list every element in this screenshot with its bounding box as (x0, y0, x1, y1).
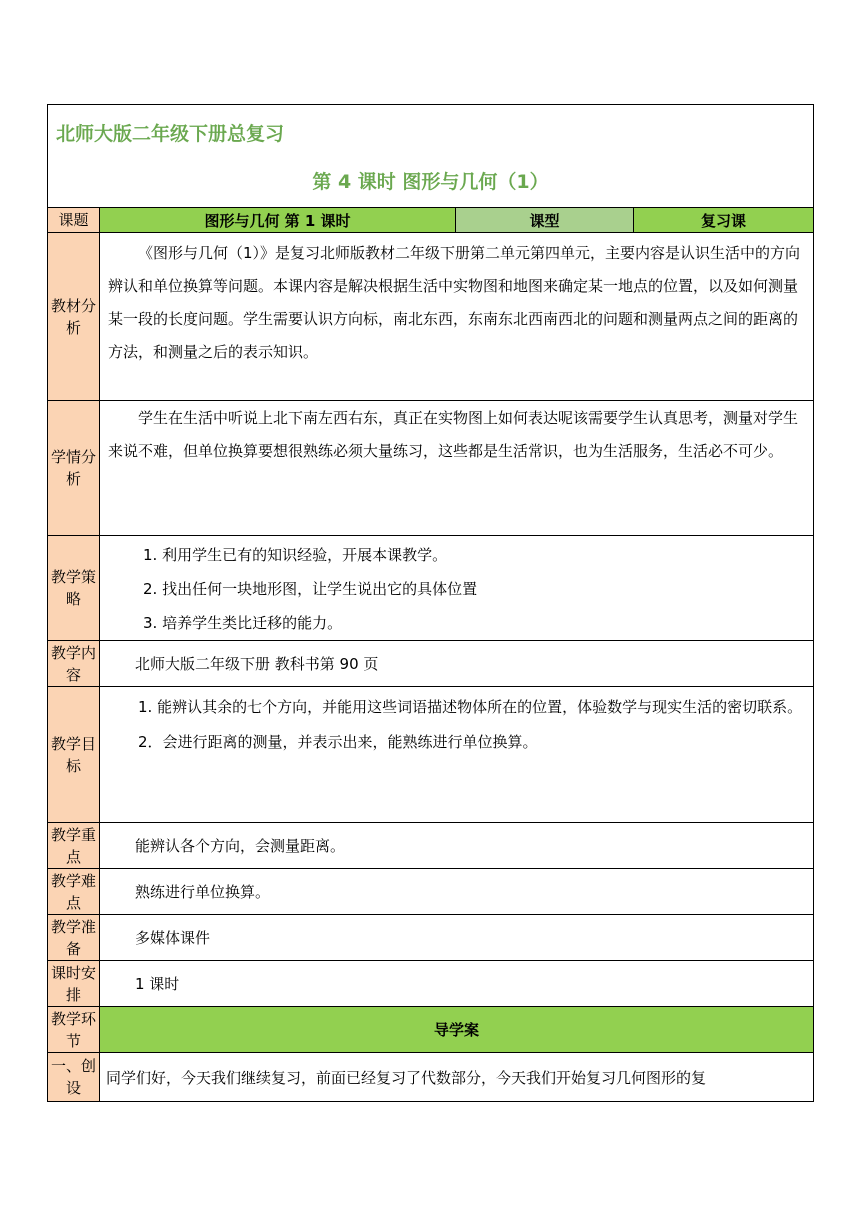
material-content (100, 233, 814, 401)
strategy-label: 教学策略 (48, 536, 100, 641)
content-row (48, 641, 814, 687)
learner-label: 学情分析 (48, 401, 100, 536)
topic-label: 课题 (48, 208, 100, 233)
intro-row (48, 1053, 814, 1102)
lesson-plan-table (47, 104, 814, 1102)
intro-text: 同学们好，今天我们继续复习，前面已经复习了代数部分，今天我们开始复习几何图形的复 (100, 1053, 814, 1102)
keypoint-row (48, 823, 814, 869)
steps-label: 教学环节 (48, 1007, 100, 1053)
strategy-item: 2. 找出任何一块地形图，让学生说出它的具体位置 (143, 580, 478, 598)
material-label: 教材分析 (48, 233, 100, 401)
header-cell (48, 105, 814, 208)
doc-subtitle: 第 4 课时 图形与几何（1） (312, 171, 549, 193)
lesson-type-label: 课型 (456, 208, 634, 233)
lesson-type-value: 复习课 (634, 208, 814, 233)
content-text: 北师大版二年级下册 教科书第 90 页 (100, 641, 814, 687)
prep-row (48, 915, 814, 961)
goal-item: 1. 能辨认其余的七个方向，并能用这些词语描述物体所在的位置，体验数学与现实生活的密切联系。 (138, 698, 803, 716)
header-row (48, 105, 814, 208)
difficulty-text: 熟练进行单位换算。 (100, 869, 814, 915)
difficulty-row (48, 869, 814, 915)
learner-content (100, 401, 814, 536)
goals-content (100, 687, 814, 823)
keypoint-label: 教学重点 (48, 823, 100, 869)
topic-row (48, 208, 814, 233)
doc-title: 北师大版二年级下册总复习 (56, 123, 285, 145)
schedule-label: 课时安排 (48, 961, 100, 1007)
prep-text: 多媒体课件 (100, 915, 814, 961)
strategy-content (100, 536, 814, 641)
goals-row (48, 687, 814, 823)
content-label: 教学内容 (48, 641, 100, 687)
learner-row (48, 401, 814, 536)
goal-item: 2．会进行距离的测量，并表示出来，能熟练进行单位换算。 (138, 733, 538, 751)
steps-header: 导学案 (100, 1007, 814, 1053)
topic-value: 图形与几何 第 1 课时 (100, 208, 456, 233)
steps-row (48, 1007, 814, 1053)
goals-label: 教学目标 (48, 687, 100, 823)
difficulty-label: 教学难点 (48, 869, 100, 915)
material-text: 《图形与几何（1）》是复习北师版教材二年级下册第二单元第四单元，主要内容是认识生活中的方向辨认和单位换算等问题。本课内容是解决根据生活中实物图和地图来确定某一地点的位置，以及如何测量某一段的长度问题。学生需要认识方向标，南北东西，东南东北西南西北的问题和测量两点之间的距离的方法，和测量之后的表示知识。 (108, 244, 801, 361)
schedule-text: 1 课时 (100, 961, 814, 1007)
keypoint-text: 能辨认各个方向，会测量距离。 (100, 823, 814, 869)
strategy-item: 1. 利用学生已有的知识经验，开展本课教学。 (143, 546, 448, 564)
strategy-item: 3. 培养学生类比迁移的能力。 (143, 614, 343, 632)
prep-label: 教学准备 (48, 915, 100, 961)
schedule-row (48, 961, 814, 1007)
intro-label: 一、创设 (48, 1053, 100, 1102)
material-row (48, 233, 814, 401)
learner-text: 学生在生活中听说上北下南左西右东，真正在实物图上如何表达呢该需要学生认真思考，测量对学生来说不难，但单位换算要想很熟练必须大量练习，这些都是生活常识，也为生活服务，生活必不可少。 (108, 409, 799, 460)
strategy-row (48, 536, 814, 641)
